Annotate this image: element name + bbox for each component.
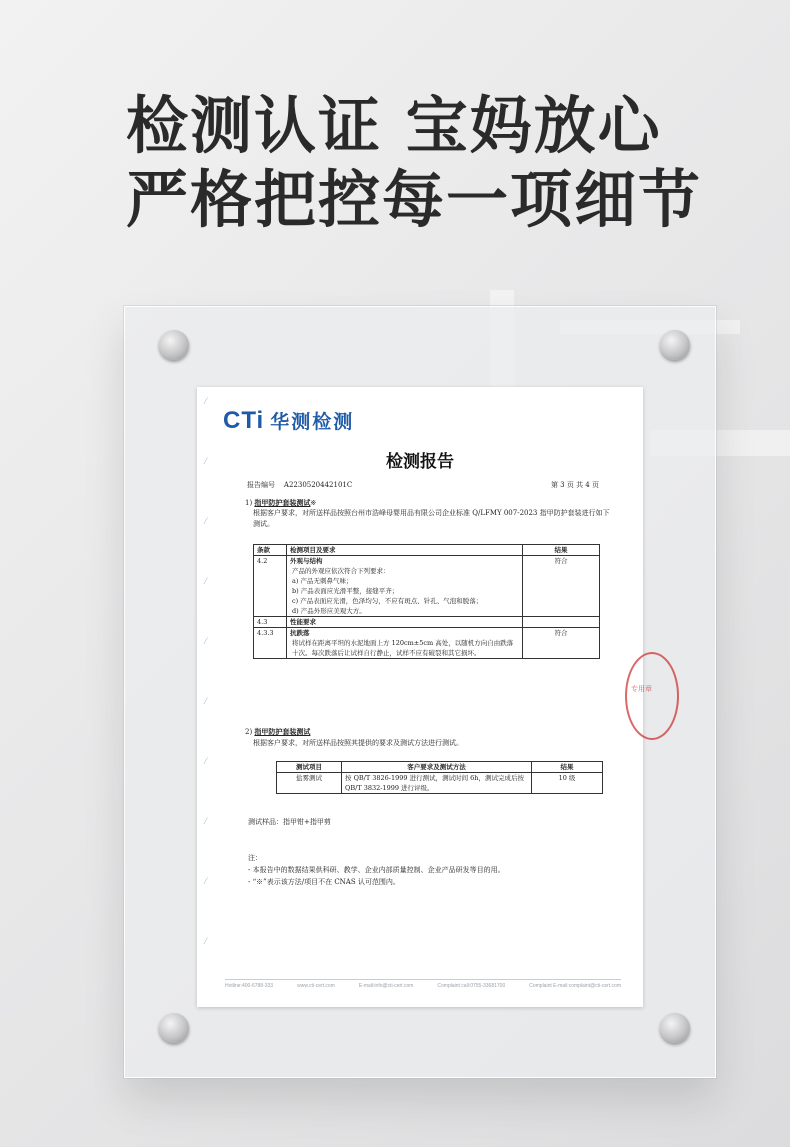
item-line: a) 产品无刺鼻气味； — [292, 577, 353, 585]
logo-brand: CTi — [223, 407, 265, 434]
headline-line-1: 检测认证 宝妈放心 — [126, 89, 662, 162]
stamp-text: 专用章 — [631, 685, 652, 693]
table-row — [277, 773, 603, 794]
report-title: 检测报告 — [386, 452, 454, 472]
section-2-table — [276, 761, 603, 794]
table-header: 客户要求及测试方法 — [342, 762, 532, 773]
pin-icon — [159, 330, 189, 360]
section-1-title: 指甲防护套装测试 — [254, 498, 311, 507]
report-number-value: A2230520442101C — [283, 481, 353, 489]
headline-line-2: 严格把控每一项细节 — [126, 163, 703, 236]
clause-cell: 4.2 — [254, 556, 287, 617]
red-seal-stamp — [625, 652, 679, 740]
cti-logo — [223, 407, 354, 435]
table-row — [254, 628, 600, 659]
table-row — [254, 617, 600, 628]
table-header: 条款 — [254, 545, 287, 556]
test-sample: 测试样品：指甲钳+指甲剪 — [248, 818, 331, 826]
report-number-label: 报告编号 — [247, 481, 275, 489]
footer-website: www.cti-cert.com — [297, 983, 335, 989]
pin-icon — [159, 1013, 189, 1043]
result-cell — [523, 617, 600, 628]
pin-icon — [660, 1013, 690, 1043]
item-line: b) 产品表面应光滑平整，接缝平齐； — [292, 587, 399, 595]
footer-complaint-email: Complaint E-mail:complaint@cti-cert.com — [529, 983, 621, 989]
result-cell: 符合 — [523, 556, 600, 617]
report-number — [247, 480, 352, 491]
section-2-intro: 根据客户要求，对所送样品按照其提供的要求及测试方法进行测试。 — [253, 739, 463, 747]
report-footer — [225, 979, 621, 989]
section-2-heading — [245, 726, 310, 738]
table-header: 检测项目及要求 — [287, 545, 523, 556]
test-report: ⁄ ⁄ ⁄ ⁄ ⁄ ⁄ ⁄ ⁄ ⁄ ⁄ CTi 华测检测 检测报告 报告编号 A2230520442101C 第 3 页 共 4 页 1) 指甲防护套装测试※ 根据客户要求，对所送样品按照台州市浩峰母婴用品有限公司企业标准 Q/LFMY 007-2023 指甲防护套装进行如下测试。 条款 检测项目及要求 结果 4.2 外观与结构 产品的外观应依次符合下列要求： a) 产品无刺鼻气味； b) 产品表面应光滑平整，接缝平齐； c) 产品表面应光滑，色泽均匀，不应有斑点、针孔、气泡和脱落； d) 产品外形应美观大方。 符合 4.3 性能要求 4.3.3 抗跌落 将试样在距离平坦的水泥地面上方 120cm±5cm 高处，以随机方向自由跌落十次。每次跌落后让试样自行静止，试样不应有破裂和其它损坏。 符合 2) 指甲防护套装测试 根据客户要求，对所送样品按照其提供的要求及测试方法进行测试。 测试项目 客户要求及测试方法 结果 盐雾测试 按 QB/T 3826-1999 进行测试，测试时间 6h，测试完成后按 QB/T 3832-1999 进行评级。 10 级 测试样品：指甲钳+指甲剪 注： - 本报告中的数据结果供科研、教学、企业内部质量控制、企业产品研发等目的用。 - “※”表示该方法/项目不在 CNAS 认可范围内。 Hotline:400-6788-333 www.cti-cert.com E-mail:info@cti-cert.com Complaint call:0755-33681700 Complaint E-mail:complaint@cti-cert.com 专用章 — [197, 387, 643, 1007]
page-info: 第 3 页 共 4 页 — [550, 481, 599, 489]
footer-complaint-call: Complaint call:0755-33681700 — [437, 983, 506, 989]
item-cell — [287, 628, 523, 659]
note-item: - 本报告中的数据结果供科研、教学、企业内部质量控制、企业产品研发等目的用。 — [248, 866, 505, 874]
table-row — [254, 556, 600, 617]
section-1-intro: 根据客户要求，对所送样品按照台州市浩峰母婴用品有限公司企业标准 Q/LFMY 007-2023 指甲防护套装进行如下测试。 — [253, 509, 610, 528]
footer-hotline: Hotline:400-6788-333 — [225, 983, 274, 989]
logo-name: 华测检测 — [270, 411, 355, 433]
footer-email: E-mail:info@cti-cert.com — [358, 983, 414, 989]
notes-label: 注： — [248, 854, 262, 862]
section-1-table — [253, 544, 600, 659]
clause-cell: 4.3 — [254, 617, 287, 628]
method-cell: 按 QB/T 3826-1999 进行测试，测试时间 6h，测试完成后按 QB/T 3832-1999 进行评级。 — [342, 773, 532, 794]
test-item-cell: 盐雾测试 — [277, 773, 342, 794]
section-1-number: 1) — [245, 499, 253, 507]
table-header: 结果 — [523, 545, 600, 556]
section-2-number: 2) — [245, 728, 253, 736]
item-title: 性能要求 — [287, 617, 523, 628]
item-line: d) 产品外形应美观大方。 — [292, 607, 366, 615]
table-header: 测试项目 — [277, 762, 342, 773]
result-cell: 符合 — [523, 628, 600, 659]
section-2-title: 指甲防护套装测试 — [254, 727, 311, 736]
item-line: c) 产品表面应光滑，色泽均匀，不应有斑点、针孔、气泡和脱落； — [292, 597, 483, 605]
item-title: 抗跌落 — [290, 629, 310, 637]
pin-icon — [660, 330, 690, 360]
table-header: 结果 — [532, 762, 603, 773]
item-line: 将试样在距离平坦的水泥地面上方 120cm±5cm 高处，以随机方向自由跌落十次。每次跌落后让试样自行静止，试样不应有破裂和其它损坏。 — [292, 639, 514, 657]
clause-cell: 4.3.3 — [254, 628, 287, 659]
item-cell — [287, 556, 523, 617]
item-line: 产品的外观应依次符合下列要求： — [292, 567, 390, 575]
item-title: 外观与结构 — [290, 557, 323, 565]
result-cell: 10 级 — [532, 773, 603, 794]
cnas-mark: ※ — [310, 499, 317, 507]
note-item: - “※”表示该方法/项目不在 CNAS 认可范围内。 — [248, 878, 400, 886]
